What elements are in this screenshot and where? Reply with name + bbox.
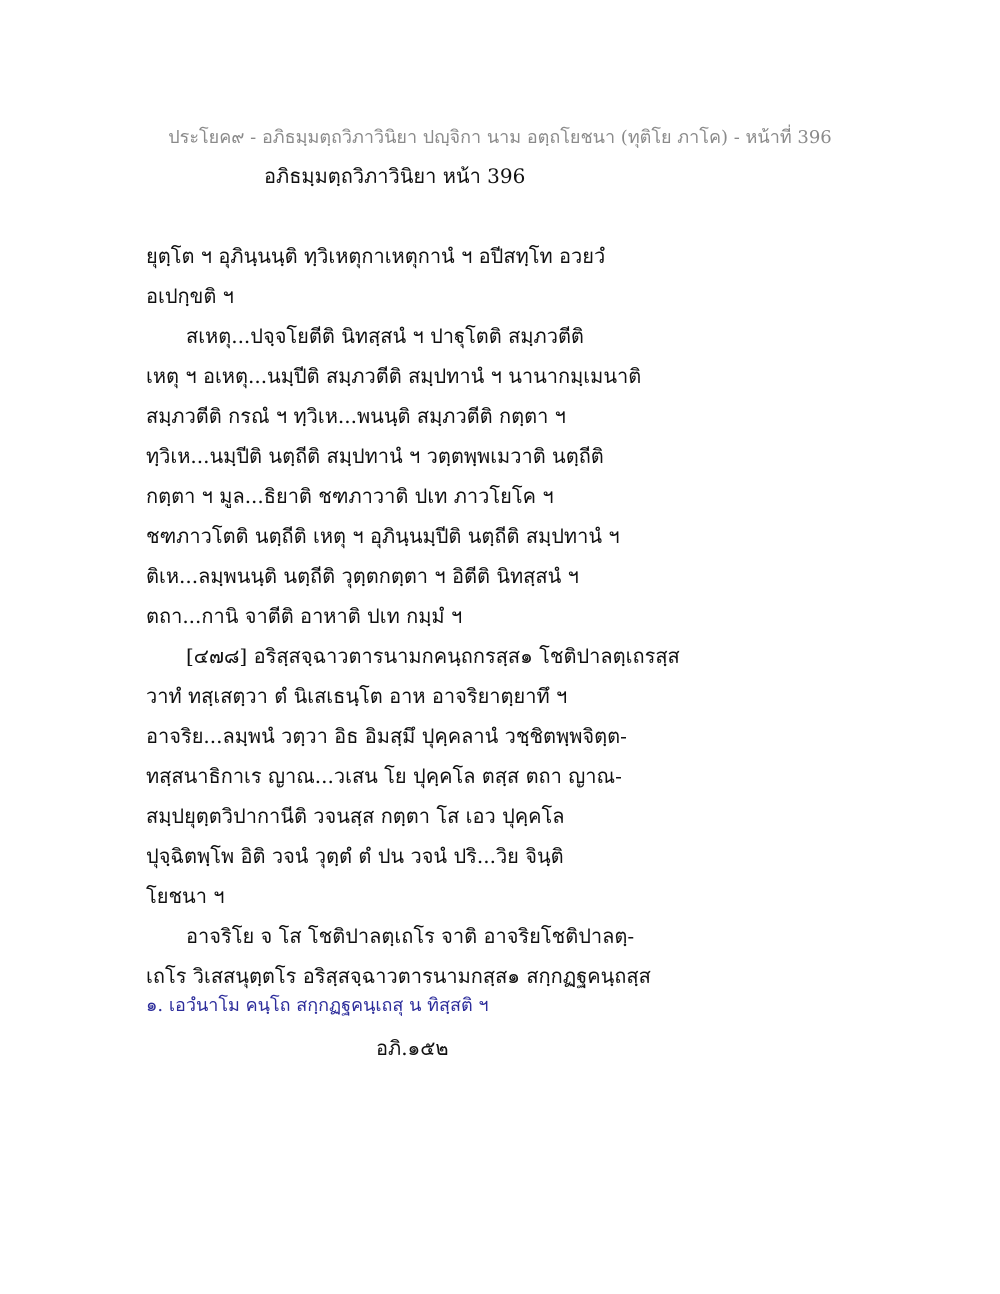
body-text	[146, 236, 866, 996]
text-line: เหตุ ฯ อเหตุ...นมฺปีติ สมฺภวตีติ สมฺปทานํ ฯ นานากมฺเมนาติ	[146, 364, 642, 388]
text-line: วาทํ ทสฺเสตฺวา ตํ นิเสเธนฺโต อาห อาจริยาตฺยาทึ ฯ	[146, 684, 568, 708]
text-line: อาจริย...ลมฺพนํ วตฺวา อิธ อิมสฺมึ ปุคฺคลานํ วชฺชิตพฺพจิตฺต-	[146, 724, 627, 748]
text-line: สเหตุ...ปจฺจโยตีติ นิทสฺสนํ ฯ ปาฐุโตติ สมฺภวตีติ	[186, 324, 584, 348]
text-line: สมฺภวตีติ กรณํ ฯ ทฺวิเห...พนนฺติ สมฺภวตีติ กตฺตา ฯ	[146, 404, 566, 428]
text-line: ทสฺสนาธิกาเร ญาณ...วเสน โย ปุคฺคโล ตสฺส ตถา ญาณ-	[146, 764, 622, 788]
text-line: ปุจฺฉิตพฺโพ อิติ วจนํ วุตฺตํ ตํ ปน วจนํ ปริ...วิย จินฺติ	[146, 844, 564, 868]
text-line: ทฺวิเห...นมฺปีติ นตฺถีติ สมฺปทานํ ฯ วตฺตพฺพเมวาติ นตฺถีติ	[146, 444, 604, 468]
text-line: อเปกฺขติ ฯ	[146, 284, 234, 308]
text-line: ชฑภาวโตติ นตฺถีติ เหตุ ฯ อุภินฺนมฺปีติ นตฺถีติ สมฺปทานํ ฯ	[146, 524, 620, 548]
page-title: อภิธมฺมตฺถวิภาวินิยา หน้า 396	[264, 164, 526, 188]
text-line: [๔๗๘] อริสฺสจฺฉาวตารนามกคนฺถกรสฺส๑ โชติปาลตฺเถรสฺส	[186, 644, 680, 668]
text-line: โยชนา ฯ	[146, 884, 225, 908]
footnote: ๑. เอวํนาโม คนฺโถ สกฺกฏฐคนฺเถสุ น ทิสฺสติ ฯ	[146, 995, 489, 1016]
running-header: ประโยค๙ - อภิธมฺมตฺถวิภาวินิยา ปญฺจิกา นาม อตฺถโยชนา (ทุติโย ภาโค) - หน้าที่ 396	[168, 127, 832, 148]
text-line: อาจริโย จ โส โชติปาลตฺเถโร จาติ อาจริยโชติปาลตฺ-	[186, 924, 635, 948]
text-line: ติเห...ลมฺพนนฺติ นตฺถีติ วุตฺตกตฺตา ฯ อิตีติ นิทสฺสนํ ฯ	[146, 564, 579, 588]
text-line: กตฺตา ฯ มูล...ธิยาติ ชฑภาวาติ ปเท ภาวโยโค ฯ	[146, 484, 554, 508]
text-line: เถโร วิเสสนุตฺตโร อริสฺสจฺฉาวตารนามกสฺส๑ สกฺกฏฐคนฺถสฺส	[146, 964, 651, 988]
text-line: สมฺปยุตฺตวิปากานีติ วจนสฺส กตฺตา โส เอว ปุคฺคโล	[146, 804, 565, 828]
page-reference: อภิ.๑๕๒	[376, 1036, 449, 1060]
text-line: ตถา...กานิ จาตีติ อาหาติ ปเท กมฺมํ ฯ	[146, 604, 463, 628]
text-line: ยุตฺโต ฯ อุภินฺนนฺติ ทฺวิเหตุกาเหตุกานํ ฯ อปีสทฺโท อวยวํ	[146, 244, 606, 268]
